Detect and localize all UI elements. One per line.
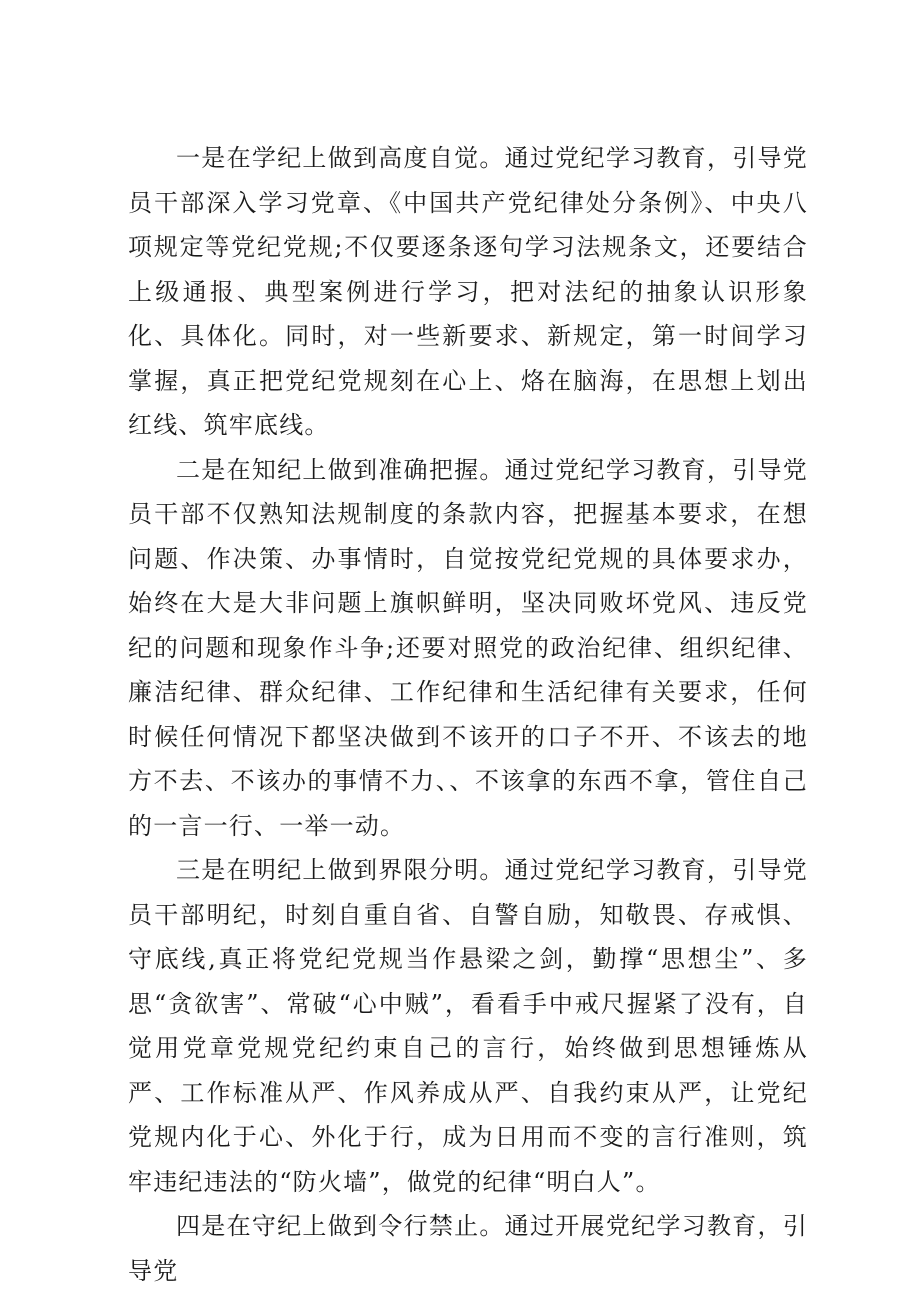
- paragraph-4: 四是在守纪上做到令行禁止。通过开展党纪学习教育，引导党: [128, 1212, 808, 1285]
- paragraph-1: 一是在学纪上做到高度自觉。通过党纪学习教育，引导党员干部深入学习党章、《中国共产党纪律处分条例》、中央八项规定等党纪党规;不仅要逐条逐句学习法规条文，还要结合上级通报、典型案例进行学习，把对法纪的抽象认识形象化、具体化。同时，对一些新要求、新规定，第一时间学习掌握，真正把党纪党规刻在心上、烙在脑海，在思想上划出红线、筑牢底线。: [128, 144, 808, 439]
- paragraph-2: 二是在知纪上做到准确把握。通过党纪学习教育，引导党员干部不仅熟知法规制度的条款内容，把握基本要求，在想问题、作决策、办事情时，自觉按党纪党规的具体要求办，始终在大是大非问题上旗帜鲜明，坚决同败坏党风、违反党纪的问题和现象作斗争;还要对照党的政治纪律、组织纪律、廉洁纪律、群众纪律、工作纪律和生活纪律有关要求，任何时候任何情况下都坚决做到不该开的口子不开、不该去的地方不去、不该办的事情不力、、不该拿的东西不拿，管住自己的一言一行、一举一动。: [128, 455, 808, 840]
- document-body: [128, 136, 808, 1293]
- paragraph-3: 三是在明纪上做到界限分明。通过党纪学习教育，引导党员干部明纪，时刻自重自省、自警自励，知敬畏、存戒惧、守底线,真正将党纪党规当作悬梁之剑，勤撑“思想尘”、多思“贪欲害”、常破“心中贼”，看看手中戒尺握紧了没有，自觉用党章党规党纪约束自己的言行，始终做到思想锤炼从严、工作标准从严、作风养成从严、自我约束从严，让党纪党规内化于心、外化于行，成为日用而不变的言行准则，筑牢违纪违法的“防火墙”，做党的纪律“明白人”。: [128, 856, 808, 1196]
